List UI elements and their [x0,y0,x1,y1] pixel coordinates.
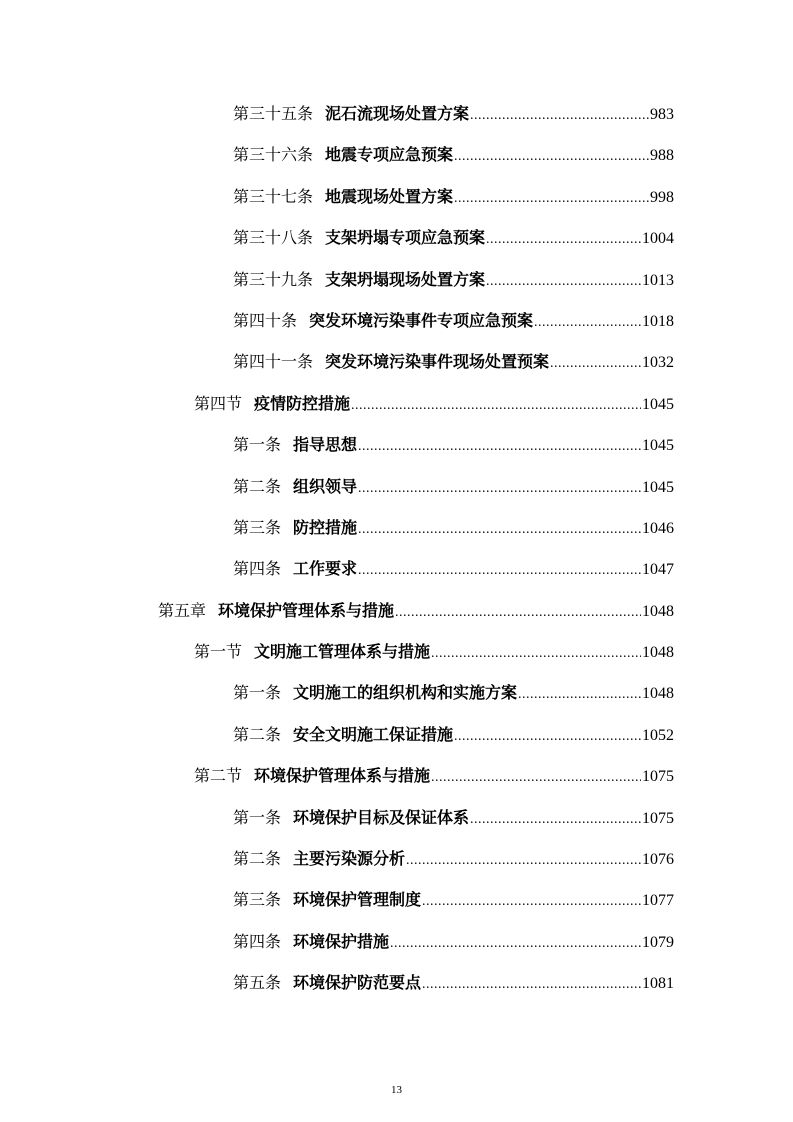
toc-entry[interactable] [233,962,674,1003]
toc-entry-title: 支架坍塌专项应急预案 [325,228,486,248]
toc-entry[interactable] [158,590,674,631]
toc-entry-page: 1052 [642,726,674,744]
toc-entry-page: 1013 [642,271,674,289]
toc-entry-title: 环境保护目标及保证体系 [293,807,470,827]
toc-entry[interactable] [233,176,674,217]
toc-entry-number: 第五章 [158,600,207,620]
toc-entry-title: 支架坍塌现场处置方案 [325,269,486,289]
toc-entry-title: 地震现场处置方案 [325,186,454,206]
toc-entry-title: 环境保护管理制度 [293,890,422,910]
toc-entry-number: 第三条 [233,890,282,910]
dot-leader [486,261,641,302]
toc-entry-number: 第二节 [194,766,243,786]
toc-entry-title: 指导思想 [293,435,358,455]
toc-entry-number: 第一条 [233,683,282,703]
toc-entry[interactable] [233,341,674,382]
dot-leader [431,757,641,798]
toc-entry[interactable] [233,466,674,507]
toc-entry-title: 环境保护措施 [293,931,390,951]
toc-entry[interactable] [233,300,674,341]
dot-leader [431,633,641,674]
toc-entry-number: 第四条 [233,559,282,579]
dot-leader [454,716,641,757]
toc-entry-page: 1018 [642,312,674,330]
dot-leader [358,509,641,550]
dot-leader [395,592,641,633]
toc-entry[interactable] [233,134,674,175]
dot-leader [454,136,649,177]
dot-leader [422,881,641,922]
toc-entry-number: 第三十八条 [233,228,314,248]
toc-entry-number: 第二条 [233,849,282,869]
dot-leader [406,840,641,881]
toc-entry[interactable] [194,755,674,796]
toc-entry-title: 泥石流现场处置方案 [325,104,470,123]
toc-entry-page: 998 [650,188,674,206]
toc-entry-title: 安全文明施工保证措施 [293,724,454,744]
dot-leader [422,964,641,1005]
toc-entry-title: 防控措施 [293,517,358,537]
toc-entry-title: 环境保护防范要点 [293,973,422,993]
toc-entry[interactable] [233,217,674,258]
toc-entry-number: 第一条 [233,807,282,827]
dot-leader [454,178,649,219]
toc-entry-page: 1045 [642,478,674,496]
toc-entry[interactable] [233,672,674,713]
toc-entry[interactable] [233,424,674,465]
toc-entry-page: 1075 [642,768,674,786]
toc-entry-page: 1076 [642,851,674,869]
toc-entry-title: 疫情防控措施 [254,393,351,413]
toc-entry-title: 环境保护管理体系与措施 [254,766,431,786]
toc-entry-title: 主要污染源分析 [293,849,406,869]
toc-entry-number: 第一条 [233,435,282,455]
toc-entry-page: 1047 [642,561,674,579]
toc-entry-page: 1075 [642,809,674,827]
dot-leader [486,219,641,260]
toc-entry-number: 第三十五条 [233,104,314,123]
toc-entry-page: 1032 [642,354,674,372]
toc-entry-number: 第二条 [233,724,282,744]
toc-entry-title: 环境保护管理体系与措施 [218,600,395,620]
dot-leader [550,343,641,384]
table-of-contents [0,93,793,1004]
dot-leader [358,426,641,467]
toc-entry-page: 1004 [642,230,674,248]
toc-entry-number: 第四十条 [233,310,298,330]
toc-entry-title: 突发环境污染事件现场处置预案 [325,352,550,372]
toc-entry-title: 工作要求 [293,559,358,579]
toc-entry-page: 1045 [642,437,674,455]
dot-leader [534,302,641,343]
toc-entry-page: 1046 [642,519,674,537]
toc-entry[interactable] [233,921,674,962]
toc-entry-number: 第四节 [194,393,243,413]
toc-entry-title: 地震专项应急预案 [325,145,454,165]
toc-entry[interactable] [233,548,674,589]
toc-entry-title: 突发环境污染事件专项应急预案 [309,310,534,330]
toc-entry-number: 第四条 [233,931,282,951]
toc-entry-page: 1048 [642,602,674,620]
toc-entry-number: 第三条 [233,517,282,537]
toc-entry[interactable] [233,93,674,134]
toc-entry-number: 第五条 [233,973,282,993]
toc-entry-page: 1048 [642,644,674,662]
dot-leader [470,799,641,840]
toc-entry[interactable] [233,507,674,548]
dot-leader [358,468,641,509]
toc-entry-page: 1045 [642,395,674,413]
toc-entry-title: 文明施工管理体系与措施 [254,642,431,662]
toc-entry-number: 第四十一条 [233,352,314,372]
toc-entry-page: 983 [650,106,674,123]
toc-entry[interactable] [194,383,674,424]
dot-leader [518,674,641,715]
toc-entry-page: 1081 [642,975,674,993]
toc-entry-title: 组织领导 [293,476,358,496]
toc-entry-number: 第一节 [194,642,243,662]
toc-entry-page: 1079 [642,933,674,951]
toc-entry-page: 1048 [642,685,674,703]
toc-entry[interactable] [233,797,674,838]
toc-entry-page: 988 [650,147,674,165]
toc-entry[interactable] [233,714,674,755]
page-number: 13 [391,1084,402,1096]
toc-entry[interactable] [233,259,674,300]
toc-entry-number: 第三十六条 [233,145,314,165]
toc-entry-page: 1077 [642,892,674,910]
toc-entry-title: 文明施工的组织机构和实施方案 [293,683,518,703]
toc-entry[interactable] [194,631,674,672]
dot-leader [351,385,641,426]
dot-leader [390,923,641,964]
toc-entry-number: 第三十九条 [233,269,314,289]
dot-leader [470,95,649,136]
toc-entry-number: 第三十七条 [233,186,314,206]
toc-entry[interactable] [233,838,674,879]
dot-leader [358,550,641,591]
toc-entry[interactable] [233,879,674,920]
toc-entry-number: 第二条 [233,476,282,496]
